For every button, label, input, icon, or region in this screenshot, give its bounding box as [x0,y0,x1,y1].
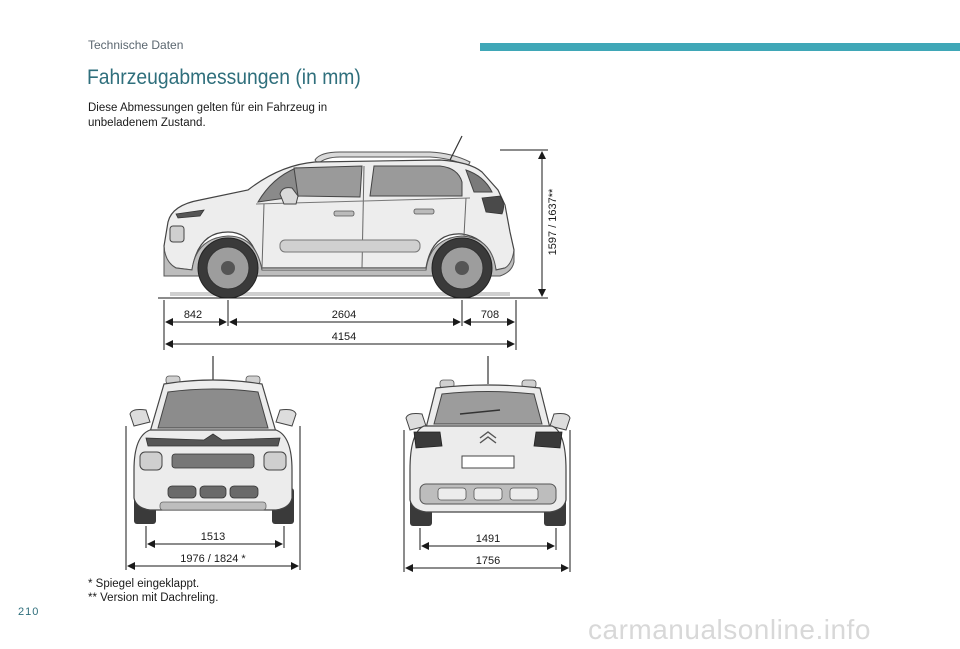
side-view-car [164,136,514,298]
section-label: Technische Daten [88,38,184,52]
wheelbase-label: 2604 [331,309,357,321]
length-label: 4154 [331,331,357,343]
rear-overhang-label: 708 [480,309,500,321]
watermark: carmanualsonline.info [588,614,871,645]
intro-text: Diese Abmessungen gelten für ein Fahrzeug in unbeladenem Zustand. [88,102,328,129]
page-number: 210 [18,606,40,618]
front-overhang-label: 842 [183,309,203,321]
front-view-car [130,356,296,524]
front-width-label: 1976 / 1824 * [180,553,246,565]
front-track-label: 1513 [200,531,226,543]
height-label: 1597 / 1637** [547,188,559,256]
rear-width-label: 1756 [475,555,501,567]
rear-view-car [406,356,570,526]
footnote-mirrors: * Spiegel eingeklappt. [88,578,200,590]
page-title: Fahrzeugabmessungen (in mm) [87,66,361,89]
rear-track-label: 1491 [475,533,501,545]
footnote-roof-rails: ** Version mit Dachreling. [88,592,219,604]
